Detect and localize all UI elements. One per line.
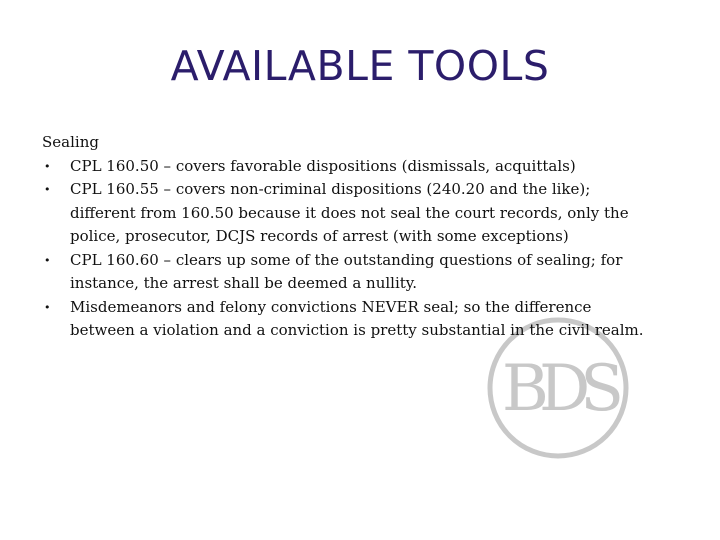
bullet-icon: • xyxy=(44,253,51,267)
bullet-line: CPL 160.60 – clears up some of the outstanding questions of sealing; for xyxy=(70,250,623,269)
bullet-list xyxy=(42,155,682,343)
slide-title: AVAILABLE TOOLS xyxy=(170,42,550,90)
bullet-icon: • xyxy=(44,183,51,196)
bullet-item xyxy=(42,249,682,296)
bullet-line: different from 160.50 because it does not seal the court records, only the xyxy=(70,203,629,222)
section-heading: Sealing xyxy=(42,133,99,151)
bullet-line: between a violation and a conviction is pretty substantial in the civil realm. xyxy=(70,321,644,339)
slide-body xyxy=(42,131,682,343)
bullet-line: Misdemeanors and felony convictions NEVER seal; so the difference xyxy=(70,297,592,316)
bullet-line: instance, the arrest shall be deemed a nullity. xyxy=(70,274,418,292)
bullet-icon: • xyxy=(44,300,51,314)
bullet-line: CPL 160.55 – covers non-criminal dispositions (240.20 and the like); xyxy=(70,180,591,198)
bullet-icon: • xyxy=(44,159,51,173)
bullet-line: police, prosecutor, DCJS records of arrest (with some exceptions) xyxy=(70,227,569,245)
bullet-line: CPL 160.50 – covers favorable dispositions (dismissals, acquittals) xyxy=(70,156,576,175)
bullet-item xyxy=(42,296,682,343)
bullet-item xyxy=(42,178,682,249)
logo-text: BDS xyxy=(501,352,615,426)
bullet-item xyxy=(42,155,682,179)
